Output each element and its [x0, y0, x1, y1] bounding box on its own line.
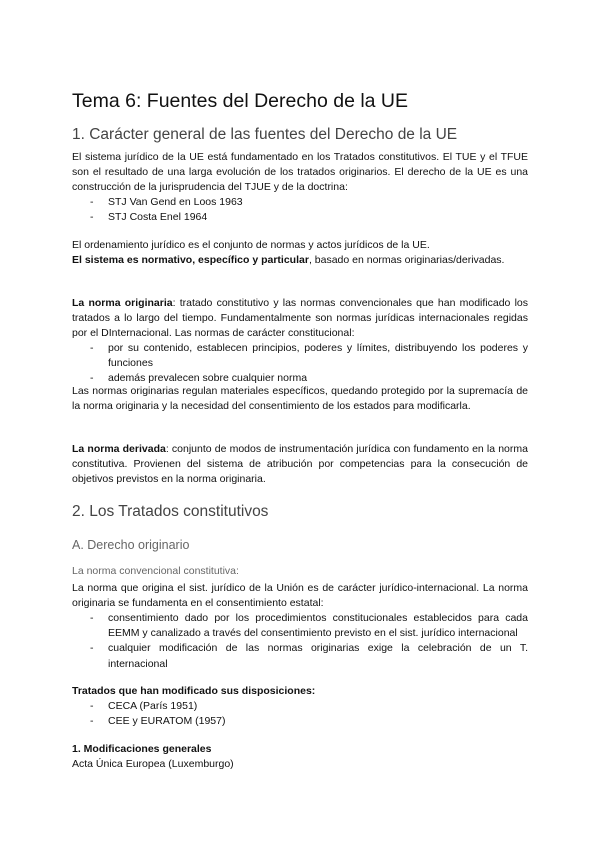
treaty-list	[72, 699, 528, 729]
norma-derivada-term: La norma derivada	[72, 443, 166, 455]
sistema-paragraph	[72, 253, 528, 268]
modifications-first-item: Acta Única Europea (Luxemburgo)	[72, 758, 234, 770]
list-item: - STJ Costa Enel 1964	[72, 210, 528, 225]
page-title: Tema 6: Fuentes del Derecho de la UE	[72, 90, 409, 112]
section-1-intro: El sistema jurídico de la UE está fundamentado en los Tratados constitutivos. El TUE y el TFUE son el resultado de una larga evolución de los tratados originarios. El derecho de la UE es una construcción de la jurisprudencia del TJUE y de la doctrina:	[72, 151, 528, 194]
case-list	[72, 195, 528, 225]
originaria-after-text: Las normas originarias regulan materiales específicos, quedando protegido por la supremacía de la norma originaria y la necesidad del consentimiento de los estados para modificarla.	[72, 385, 528, 413]
norma-originaria-paragraph	[72, 296, 528, 342]
list-item: - además prevalecen sobre cualquier norma	[72, 371, 528, 386]
list-item: - CEE y EURATOM (1957)	[72, 714, 528, 729]
section-1-heading: 1. Carácter general de las fuentes del Derecho de la UE	[72, 126, 458, 143]
norma-convencional-heading: La norma convencional constitutiva:	[72, 565, 239, 577]
originaria-list	[72, 341, 528, 387]
section-2-heading: 2. Los Tratados constitutivos	[72, 503, 269, 520]
sistema-bold-text: El sistema es normativo, específico y particular	[72, 254, 309, 266]
sistema-text: , basado en normas originarias/derivadas.	[308, 254, 505, 266]
list-item: - consentimiento dado por los procedimientos constitucionales establecidos para cada EEMM y canalizado a través del consentimiento previsto en el sist. jurídico internacional	[72, 611, 528, 641]
norma-derivada-paragraph	[72, 442, 528, 488]
modifications-heading: 1. Modificaciones generales	[72, 743, 212, 755]
derecho-originario-heading: A. Derecho originario	[72, 538, 190, 552]
treaties-heading: Tratados que han modificado sus disposiciones:	[72, 685, 316, 697]
ordenamiento-text: El ordenamiento jurídico es el conjunto de normas y actos jurídicos de la UE.	[72, 239, 430, 251]
section-2-text: La norma que origina el sist. jurídico de la Unión es de carácter jurídico-internacional. La norma originaria se fundamenta en el consentimiento estatal:	[72, 582, 528, 610]
list-item: - CECA (París 1951)	[72, 699, 528, 714]
norma-originaria-term: La norma originaria	[72, 297, 173, 309]
norma-derivada-definition: : conjunto de modos de instrumentación jurídica con fundamento en la norma constitutiva. Provienen del sistema de atribución por competencias para la consecución de objetivos previstos en la norma originaria.	[72, 443, 528, 486]
norma-originaria-definition: : tratado constitutivo y las normas convencionales que han modificado los tratados a lo largo del tiempo. Fundamentalmente son normas jurídicas internacionales regidas por el DInternacional. Las normas de carácter constitucional:	[72, 297, 529, 340]
list-item: - por su contenido, establecen principios, poderes y límites, distribuyendo los poderes y funciones	[72, 341, 528, 371]
list-item: - cualquier modificación de las normas originarias exige la celebración de un T. internacional	[72, 641, 528, 671]
consent-list	[72, 611, 528, 672]
list-item: - STJ Van Gend en Loos 1963	[72, 195, 528, 210]
